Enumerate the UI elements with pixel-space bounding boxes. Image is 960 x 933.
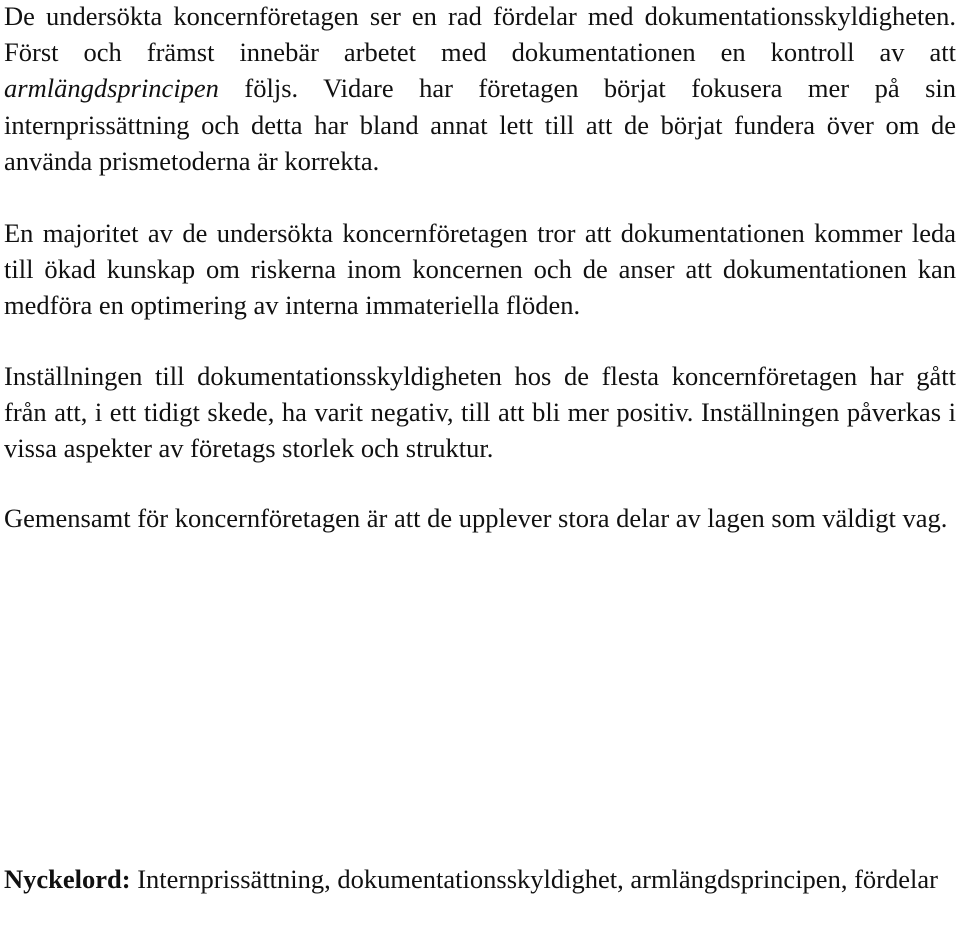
keywords-label: Nyckelord: <box>4 864 131 894</box>
paragraph-3: Inställningen till dokumentationsskyldigheten hos de flesta koncernföretagen har gått från att, i ett tidigt skede, ha varit negativ, till att bli mer positiv. Inställningen påverkas i vissa aspekter av företags storlek och struktur. <box>4 360 956 464</box>
keywords-line <box>4 861 956 897</box>
paragraph-1 <box>4 0 956 179</box>
paragraph-4: Gemensamt för koncernföretagen är att de upplever stora delar av lagen som väldigt vag. <box>4 503 948 534</box>
paragraph-1-emphasis: armlängdsprincipen <box>4 73 219 104</box>
paragraph-1-text-a: De undersökta koncernföretagen ser en rad fördelar med dokumentationsskyldigheten. Först och främst innebär arbetet med dokumentationen en kontroll av att <box>4 1 956 68</box>
paragraph-2: En majoritet av de undersökta koncernföretagen tror att dokumentationen kommer leda till ökad kunskap om riskerna inom koncernen och de anser att dokumentationen kan medföra en optimering av interna immateriella flöden. <box>4 218 956 321</box>
keywords-text: Internprissättning, dokumentationsskyldighet, armlängdsprincipen, fördelar <box>130 864 938 894</box>
document-body <box>4 0 956 536</box>
paragraph-1-text-b: följs. Vidare har företagen börjat fokusera mer på sin internprissättning och detta har bland annat lett till att de börjat fundera över om de använda prismetoderna är korrekta. <box>4 73 956 176</box>
